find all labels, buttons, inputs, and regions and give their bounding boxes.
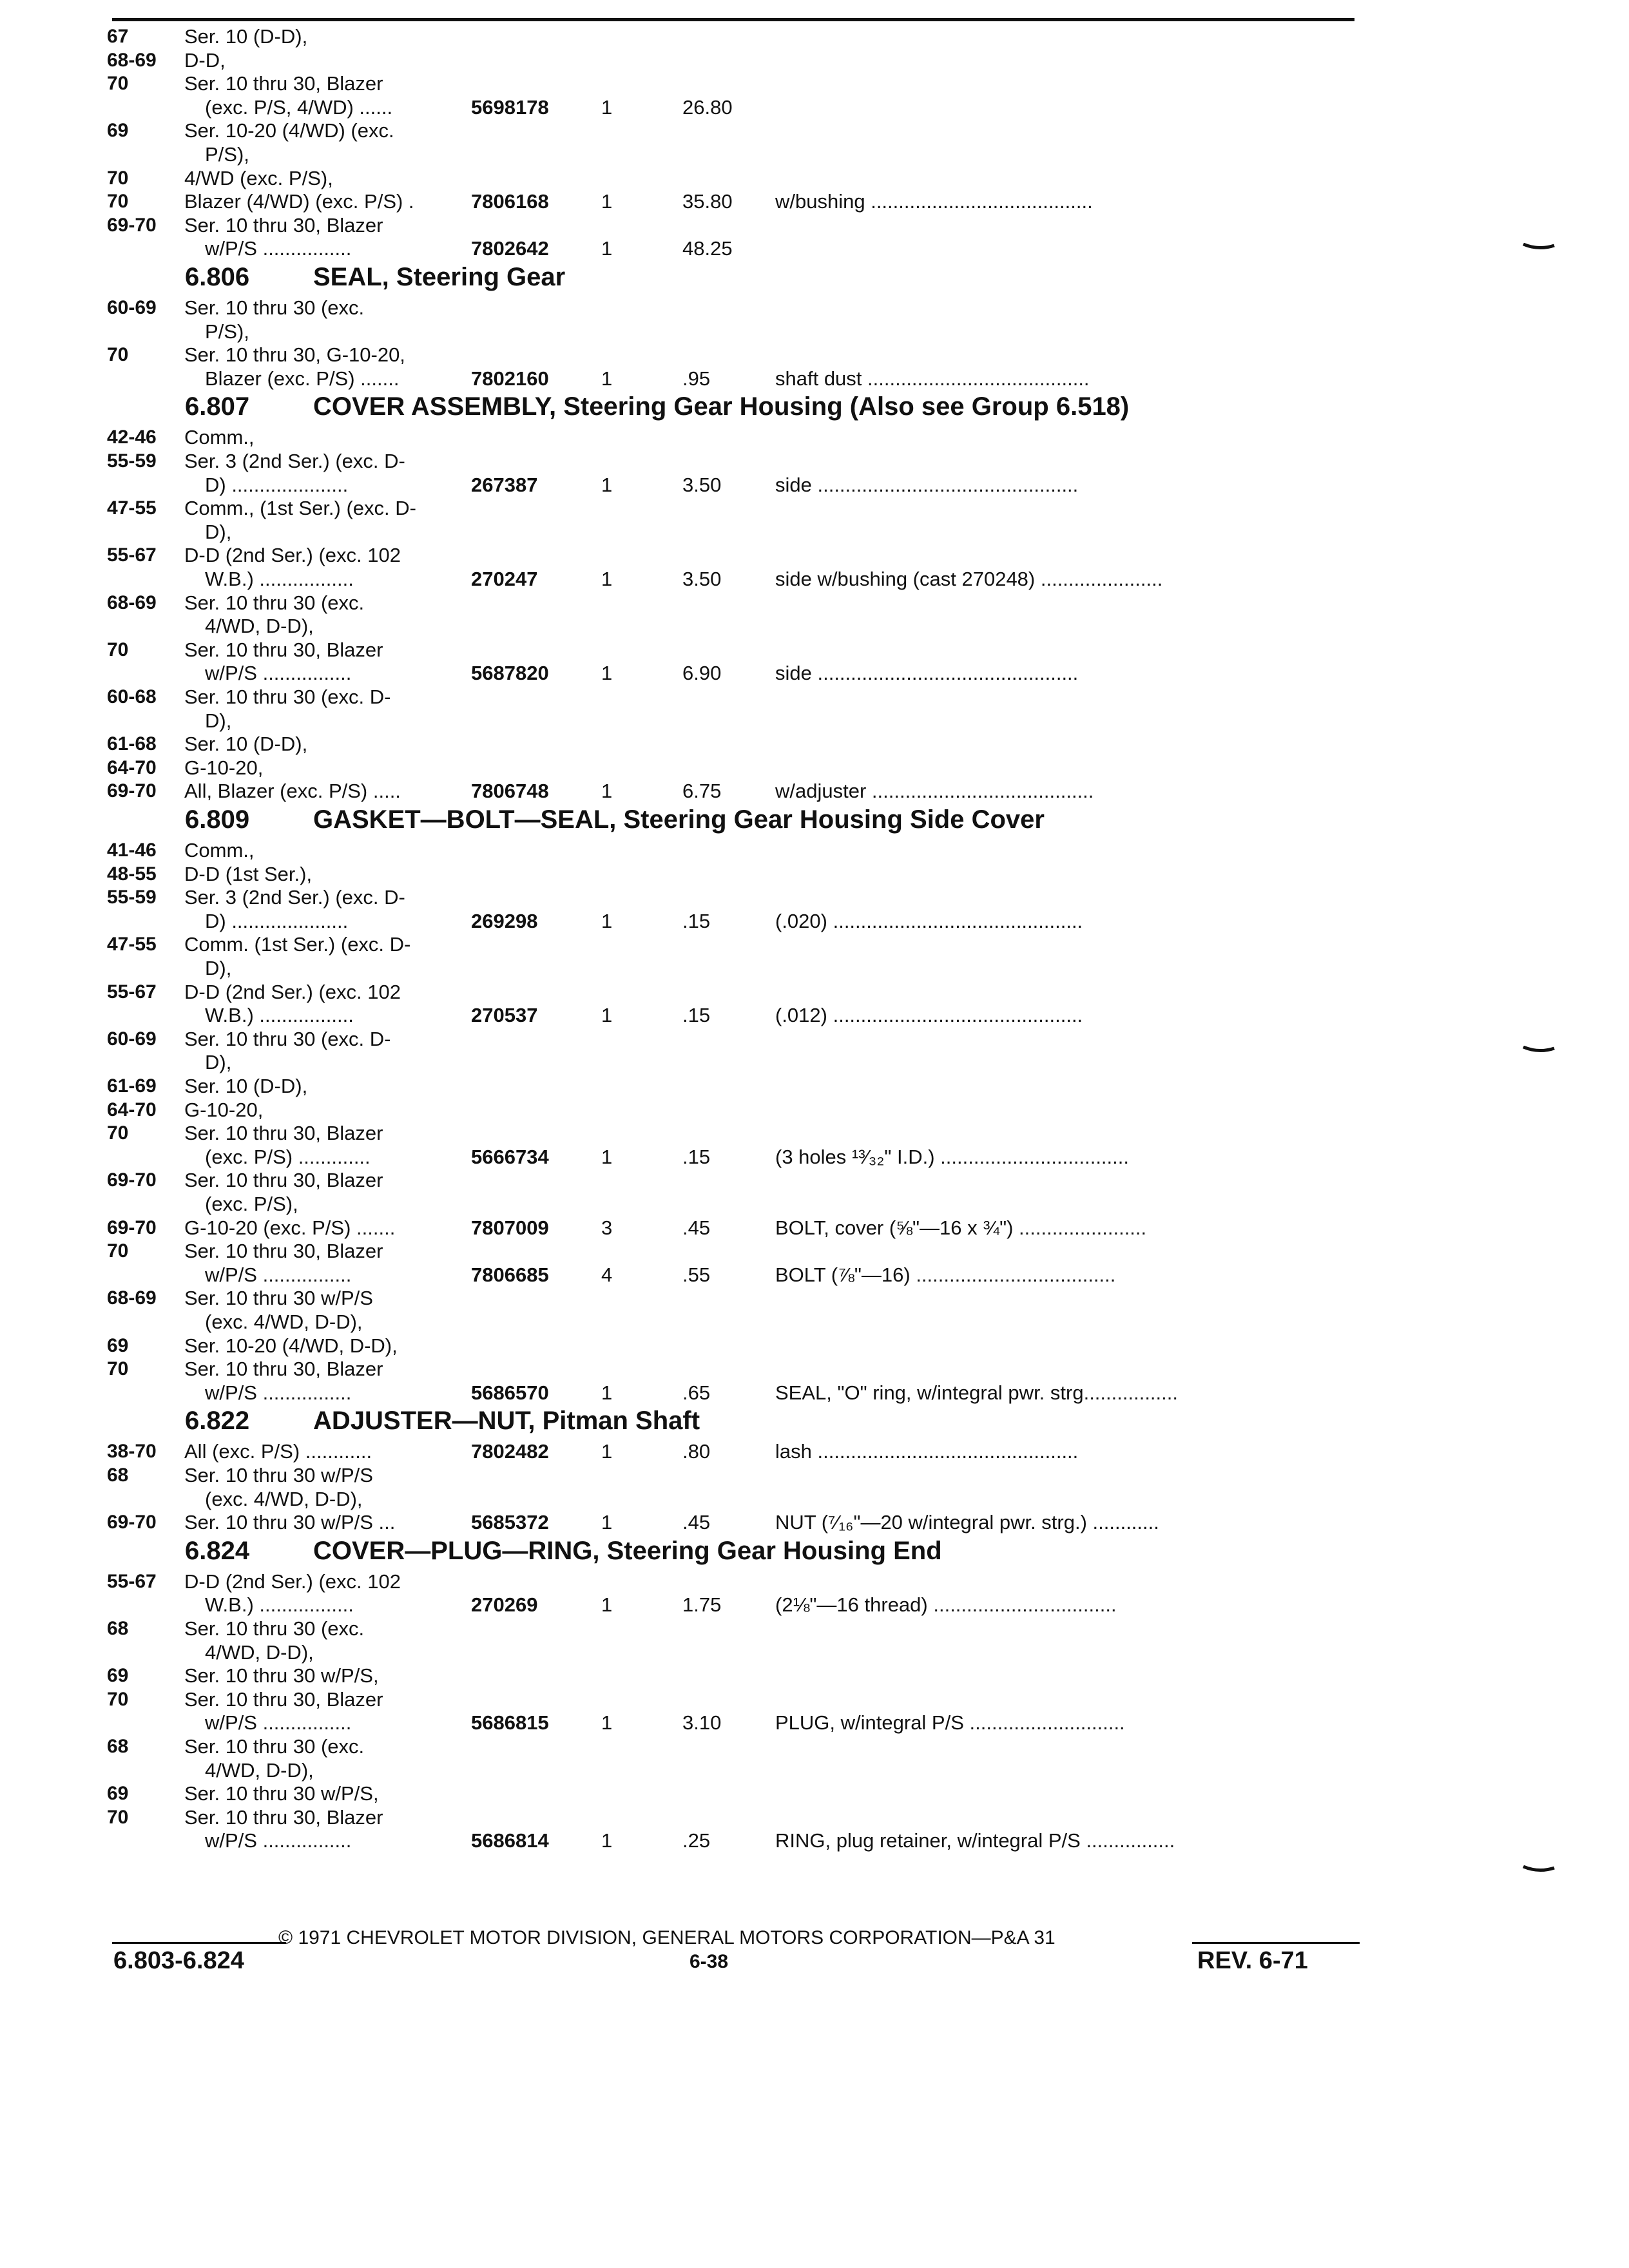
price: .65 bbox=[682, 1381, 711, 1404]
table-row bbox=[0, 1570, 1629, 1594]
model-year: 70 bbox=[107, 1122, 129, 1144]
copyright-line: © 1971 CHEVROLET MOTOR DIVISION, GENERAL MOTORS CORPORATION—P&A 31 bbox=[278, 1927, 1055, 1948]
model-year: 60-69 bbox=[107, 1028, 157, 1050]
model-year: 55-59 bbox=[107, 450, 157, 472]
revision: REV. 6-71 bbox=[1197, 1947, 1308, 1974]
table-row bbox=[0, 1487, 1629, 1512]
application: All (exc. P/S) ............ bbox=[184, 1440, 372, 1463]
table-row bbox=[0, 1439, 1629, 1464]
application: (exc. P/S, 4/WD) ...... bbox=[205, 95, 393, 119]
application: Ser. 10 (D-D), bbox=[184, 1075, 308, 1097]
quantity: 1 bbox=[601, 1829, 613, 1852]
table-row bbox=[0, 885, 1629, 910]
table-row bbox=[0, 236, 1629, 261]
table-row bbox=[0, 1145, 1629, 1169]
quantity: 1 bbox=[601, 473, 613, 496]
application: G-10-20, bbox=[184, 756, 264, 779]
table-row bbox=[0, 343, 1629, 367]
price: 6.75 bbox=[682, 780, 722, 803]
table-row bbox=[0, 779, 1629, 803]
description: w/adjuster ........................................ bbox=[775, 780, 1094, 803]
model-year: 69 bbox=[107, 120, 129, 142]
table-row bbox=[0, 1735, 1629, 1759]
part-number: 270247 bbox=[471, 568, 538, 590]
model-year: 55-59 bbox=[107, 887, 157, 908]
description: PLUG, w/integral P/S ............................ bbox=[775, 1711, 1125, 1735]
model-year: 69-70 bbox=[107, 1512, 157, 1533]
table-row bbox=[0, 1381, 1629, 1405]
part-number: 7802160 bbox=[471, 367, 549, 390]
application: (exc. P/S), bbox=[205, 1193, 298, 1215]
application: Ser. 10 thru 30 (exc. bbox=[184, 591, 365, 614]
price: .15 bbox=[682, 1004, 711, 1027]
table-row bbox=[0, 213, 1629, 238]
table-row bbox=[0, 1664, 1629, 1688]
table-row bbox=[0, 1239, 1629, 1264]
table-row bbox=[0, 95, 1629, 120]
quantity: 1 bbox=[601, 1711, 613, 1735]
application: (exc. 4/WD, D-D), bbox=[205, 1311, 363, 1333]
table-row bbox=[0, 862, 1629, 887]
application: Ser. 10 thru 30 w/P/S bbox=[184, 1287, 373, 1310]
price: .95 bbox=[682, 367, 711, 390]
application: D-D (2nd Ser.) (exc. 102 bbox=[184, 980, 401, 1003]
application: 4/WD, D-D), bbox=[205, 1758, 314, 1782]
application: Ser. 10 thru 30, Blazer bbox=[184, 72, 383, 95]
part-number: 5685372 bbox=[471, 1511, 549, 1534]
model-year: 68 bbox=[107, 1465, 129, 1486]
part-number: 7806748 bbox=[471, 780, 549, 803]
table-row bbox=[0, 1216, 1629, 1240]
table-row bbox=[0, 614, 1629, 639]
section-header bbox=[0, 262, 1629, 293]
group-range: 6.803-6.824 bbox=[113, 1947, 244, 1974]
part-number: 5698178 bbox=[471, 95, 549, 119]
table-row bbox=[0, 591, 1629, 615]
footer-rule-left bbox=[112, 1942, 286, 1944]
model-year: 64-70 bbox=[107, 1099, 157, 1120]
table-row bbox=[0, 1357, 1629, 1381]
quantity: 1 bbox=[601, 1004, 613, 1027]
table-row bbox=[0, 1286, 1629, 1311]
price: 3.50 bbox=[682, 568, 722, 590]
table-row bbox=[0, 1192, 1629, 1216]
table-row bbox=[0, 1168, 1629, 1193]
page-footer bbox=[0, 1925, 1629, 1983]
model-year: 68-69 bbox=[107, 49, 157, 71]
table-row bbox=[0, 1782, 1629, 1806]
application: Ser. 10 thru 30, G-10-20, bbox=[184, 343, 405, 367]
table-row bbox=[0, 1640, 1629, 1665]
section-header bbox=[0, 391, 1629, 422]
table-row bbox=[0, 980, 1629, 1004]
application: Comm., bbox=[184, 426, 255, 449]
model-year: 47-55 bbox=[107, 934, 157, 956]
application: Ser. 3 (2nd Ser.) (exc. D- bbox=[184, 886, 405, 909]
group-number: 6.822 bbox=[185, 1407, 250, 1436]
table-row bbox=[0, 1758, 1629, 1783]
description: (3 holes ¹³⁄₃₂" I.D.) .................................. bbox=[775, 1145, 1129, 1168]
table-row bbox=[0, 1510, 1629, 1535]
application: Blazer (exc. P/S) ....... bbox=[205, 367, 400, 390]
table-row bbox=[0, 1027, 1629, 1052]
part-number: 270269 bbox=[471, 1593, 538, 1617]
price: .55 bbox=[682, 1263, 711, 1286]
table-row bbox=[0, 685, 1629, 709]
model-year: 69-70 bbox=[107, 214, 157, 236]
model-year: 67 bbox=[107, 26, 129, 47]
group-title: GASKET—BOLT—SEAL, Steering Gear Housing Side Cover bbox=[313, 805, 1045, 834]
model-year: 70 bbox=[107, 1358, 129, 1380]
table-row bbox=[0, 567, 1629, 591]
application: w/P/S ................ bbox=[205, 237, 352, 260]
table-row bbox=[0, 1805, 1629, 1830]
table-row bbox=[0, 1593, 1629, 1617]
quantity: 1 bbox=[601, 1511, 613, 1534]
application: w/P/S ................ bbox=[205, 1711, 352, 1735]
model-year: 69 bbox=[107, 1783, 129, 1805]
quantity: 1 bbox=[601, 237, 613, 260]
table-row bbox=[0, 1003, 1629, 1028]
quantity: 1 bbox=[601, 662, 613, 685]
description: w/bushing ........................................ bbox=[775, 190, 1093, 213]
group-title: COVER ASSEMBLY, Steering Gear Housing (Also see Group 6.518) bbox=[313, 392, 1130, 421]
quantity: 3 bbox=[601, 1216, 613, 1239]
description: side w/bushing (cast 270248) ...................... bbox=[775, 568, 1163, 590]
table-row bbox=[0, 1617, 1629, 1641]
application: Comm. (1st Ser.) (exc. D- bbox=[184, 933, 411, 956]
model-year: 69-70 bbox=[107, 780, 157, 802]
model-year: 68-69 bbox=[107, 591, 157, 613]
group-title: SEAL, Steering Gear bbox=[313, 263, 566, 291]
model-year: 61-69 bbox=[107, 1075, 157, 1097]
part-number: 7806685 bbox=[471, 1263, 549, 1286]
model-year: 69-70 bbox=[107, 1216, 157, 1238]
description: BOLT, cover (⅝"—16 x ¾") ....................... bbox=[775, 1216, 1147, 1239]
price: .45 bbox=[682, 1511, 711, 1534]
price: 3.10 bbox=[682, 1711, 722, 1735]
table-row bbox=[0, 1121, 1629, 1146]
application: 4/WD, D-D), bbox=[205, 1640, 314, 1664]
model-year: 42-46 bbox=[107, 427, 157, 448]
part-number: 5687820 bbox=[471, 662, 549, 685]
table-row bbox=[0, 48, 1629, 73]
part-number: 5686814 bbox=[471, 1829, 549, 1852]
group-number: 6.824 bbox=[185, 1536, 250, 1565]
application: Ser. 10 thru 30 w/P/S ... bbox=[184, 1511, 396, 1534]
model-year: 70 bbox=[107, 191, 129, 213]
description: SEAL, "O" ring, w/integral pwr. strg................. bbox=[775, 1381, 1178, 1404]
model-year: 55-67 bbox=[107, 1570, 157, 1592]
application: Ser. 10 thru 30, Blazer bbox=[184, 213, 383, 236]
table-row bbox=[0, 166, 1629, 191]
application: D), bbox=[205, 1051, 232, 1074]
table-row bbox=[0, 520, 1629, 544]
application: Ser. 10 thru 30 (exc. bbox=[184, 1735, 365, 1758]
model-year: 55-67 bbox=[107, 981, 157, 1003]
application: 4/WD, D-D), bbox=[205, 615, 314, 638]
application: Ser. 10 thru 30, Blazer bbox=[184, 638, 383, 661]
model-year: 38-70 bbox=[107, 1441, 157, 1463]
application: D-D (1st Ser.), bbox=[184, 862, 313, 885]
application: Ser. 10 (D-D), bbox=[184, 25, 308, 48]
table-row bbox=[0, 543, 1629, 568]
application: D), bbox=[205, 957, 232, 979]
table-row bbox=[0, 320, 1629, 344]
application: Ser. 10 thru 30, Blazer bbox=[184, 1805, 383, 1829]
part-number: 270537 bbox=[471, 1004, 538, 1027]
application: D), bbox=[205, 520, 232, 543]
application: Ser. 10 thru 30 (exc. bbox=[184, 296, 365, 319]
price: 35.80 bbox=[682, 190, 733, 213]
margin-mark bbox=[1522, 242, 1556, 250]
application: w/P/S ................ bbox=[205, 1829, 352, 1852]
table-row bbox=[0, 756, 1629, 780]
model-year: 70 bbox=[107, 639, 129, 660]
application: W.B.) ................. bbox=[205, 568, 354, 590]
price: .15 bbox=[682, 1145, 711, 1168]
application: Ser. 3 (2nd Ser.) (exc. D- bbox=[184, 450, 405, 472]
quantity: 1 bbox=[601, 190, 613, 213]
model-year: 61-68 bbox=[107, 733, 157, 755]
description: side ............................................... bbox=[775, 473, 1079, 496]
quantity: 1 bbox=[601, 909, 613, 932]
application: (exc. 4/WD, D-D), bbox=[205, 1487, 363, 1510]
price: .80 bbox=[682, 1440, 711, 1463]
model-year: 70 bbox=[107, 1240, 129, 1262]
application: D) ..................... bbox=[205, 473, 349, 496]
part-number: 7807009 bbox=[471, 1216, 549, 1239]
description: (.012) ............................................. bbox=[775, 1004, 1083, 1027]
table-row bbox=[0, 449, 1629, 474]
margin-mark bbox=[1522, 1865, 1556, 1872]
description: (.020) ............................................. bbox=[775, 909, 1083, 932]
application: D-D (2nd Ser.) (exc. 102 bbox=[184, 544, 401, 567]
model-year: 55-67 bbox=[107, 544, 157, 566]
description: NUT (⁷⁄₁₆"—20 w/integral pwr. strg.) ............ bbox=[775, 1511, 1159, 1534]
quantity: 1 bbox=[601, 1440, 613, 1463]
description: side ............................................... bbox=[775, 662, 1079, 685]
application: Ser. 10-20 (4/WD, D-D), bbox=[184, 1334, 398, 1357]
application: Ser. 10-20 (4/WD) (exc. bbox=[184, 119, 394, 142]
model-year: 68 bbox=[107, 1736, 129, 1757]
table-row bbox=[0, 956, 1629, 981]
price: .25 bbox=[682, 1829, 711, 1852]
group-number: 6.806 bbox=[185, 263, 250, 291]
application: D-D (2nd Ser.) (exc. 102 bbox=[184, 1570, 401, 1593]
application: Ser. 10 thru 30 w/P/S, bbox=[184, 1782, 379, 1805]
part-number: 7802482 bbox=[471, 1440, 549, 1463]
application: Comm., bbox=[184, 839, 255, 861]
application: P/S), bbox=[205, 320, 249, 343]
table-row bbox=[0, 296, 1629, 320]
group-title: ADJUSTER—NUT, Pitman Shaft bbox=[313, 1407, 700, 1436]
table-row bbox=[0, 909, 1629, 934]
table-row bbox=[0, 189, 1629, 214]
part-number: 5686815 bbox=[471, 1711, 549, 1735]
section-header bbox=[0, 804, 1629, 835]
part-number: 5666734 bbox=[471, 1145, 549, 1168]
table-row bbox=[0, 661, 1629, 686]
application: Ser. 10 (D-D), bbox=[184, 733, 308, 756]
application: w/P/S ................ bbox=[205, 1381, 352, 1404]
table-row bbox=[0, 496, 1629, 521]
application: P/S), bbox=[205, 143, 249, 166]
table-row bbox=[0, 1711, 1629, 1735]
price: .45 bbox=[682, 1216, 711, 1239]
price: 48.25 bbox=[682, 237, 733, 260]
application: Comm., (1st Ser.) (exc. D- bbox=[184, 497, 416, 520]
application: Ser. 10 thru 30, Blazer bbox=[184, 1169, 383, 1192]
application: 4/WD (exc. P/S), bbox=[184, 166, 333, 189]
group-number: 6.809 bbox=[185, 805, 250, 834]
quantity: 1 bbox=[601, 367, 613, 390]
application: All, Blazer (exc. P/S) ..... bbox=[184, 780, 401, 803]
price: 1.75 bbox=[682, 1593, 722, 1617]
description: RING, plug retainer, w/integral P/S ................ bbox=[775, 1829, 1175, 1852]
application: Ser. 10 thru 30, Blazer bbox=[184, 1687, 383, 1711]
quantity: 1 bbox=[601, 780, 613, 803]
part-number: 7802642 bbox=[471, 237, 549, 260]
quantity: 1 bbox=[601, 1381, 613, 1404]
model-year: 47-55 bbox=[107, 497, 157, 519]
table-row bbox=[0, 1334, 1629, 1358]
page-number: 6-38 bbox=[689, 1951, 729, 1972]
table-row bbox=[0, 367, 1629, 391]
table-row bbox=[0, 932, 1629, 957]
footer-rule-right bbox=[1192, 1942, 1360, 1944]
model-year: 60-69 bbox=[107, 297, 157, 318]
quantity: 4 bbox=[601, 1263, 613, 1286]
description: lash ............................................... bbox=[775, 1440, 1079, 1463]
table-row bbox=[0, 1263, 1629, 1287]
model-year: 70 bbox=[107, 1688, 129, 1710]
table-row bbox=[0, 72, 1629, 96]
model-year: 70 bbox=[107, 1806, 129, 1828]
part-number: 7806168 bbox=[471, 190, 549, 213]
model-year: 70 bbox=[107, 167, 129, 189]
part-number: 269298 bbox=[471, 909, 538, 932]
group-number: 6.807 bbox=[185, 392, 250, 421]
model-year: 69-70 bbox=[107, 1169, 157, 1191]
part-number: 267387 bbox=[471, 473, 538, 496]
table-row bbox=[0, 1463, 1629, 1488]
model-year: 68 bbox=[107, 1618, 129, 1639]
application: D), bbox=[205, 709, 232, 732]
application: Ser. 10 thru 30 (exc. D- bbox=[184, 1027, 391, 1050]
application: Ser. 10 thru 30 w/P/S bbox=[184, 1464, 373, 1486]
quantity: 1 bbox=[601, 568, 613, 590]
application: W.B.) ................. bbox=[205, 1593, 354, 1617]
application: w/P/S ................ bbox=[205, 1263, 352, 1286]
table-row bbox=[0, 425, 1629, 450]
application: G-10-20, bbox=[184, 1098, 264, 1121]
table-row bbox=[0, 142, 1629, 167]
model-year: 68-69 bbox=[107, 1287, 157, 1309]
section-header bbox=[0, 1405, 1629, 1436]
quantity: 1 bbox=[601, 95, 613, 119]
section-header bbox=[0, 1535, 1629, 1566]
application: W.B.) ................. bbox=[205, 1004, 354, 1027]
table-row bbox=[0, 119, 1629, 143]
table-row bbox=[0, 709, 1629, 733]
price: 3.50 bbox=[682, 473, 722, 496]
table-row bbox=[0, 1687, 1629, 1712]
table-row bbox=[0, 1098, 1629, 1122]
group-title: COVER—PLUG—RING, Steering Gear Housing End bbox=[313, 1536, 942, 1565]
application: G-10-20 (exc. P/S) ....... bbox=[184, 1216, 396, 1239]
model-year: 70 bbox=[107, 344, 129, 366]
application: Ser. 10 thru 30 (exc. D- bbox=[184, 686, 391, 708]
application: Ser. 10 thru 30 (exc. bbox=[184, 1617, 365, 1640]
part-number: 5686570 bbox=[471, 1381, 549, 1404]
table-row bbox=[0, 838, 1629, 863]
quantity: 1 bbox=[601, 1145, 613, 1168]
price: .15 bbox=[682, 909, 711, 932]
model-year: 69 bbox=[107, 1334, 129, 1356]
table-row bbox=[0, 473, 1629, 497]
model-year: 64-70 bbox=[107, 756, 157, 778]
application: D-D, bbox=[184, 48, 226, 72]
quantity: 1 bbox=[601, 1593, 613, 1617]
application: D) ..................... bbox=[205, 909, 349, 932]
model-year: 69 bbox=[107, 1665, 129, 1687]
model-year: 48-55 bbox=[107, 863, 157, 885]
application: Ser. 10 thru 30, Blazer bbox=[184, 1358, 383, 1381]
application: w/P/S ................ bbox=[205, 662, 352, 685]
application: Ser. 10 thru 30, Blazer bbox=[184, 1240, 383, 1263]
description: (2⅛"—16 thread) ................................. bbox=[775, 1593, 1117, 1617]
application: (exc. P/S) ............. bbox=[205, 1145, 371, 1168]
price: 6.90 bbox=[682, 662, 722, 685]
model-year: 70 bbox=[107, 73, 129, 95]
table-row bbox=[0, 24, 1629, 49]
table-row bbox=[0, 638, 1629, 662]
model-year: 60-68 bbox=[107, 686, 157, 707]
application: Ser. 10 thru 30, Blazer bbox=[184, 1122, 383, 1145]
application: Blazer (4/WD) (exc. P/S) . bbox=[184, 190, 414, 213]
model-year: 41-46 bbox=[107, 840, 157, 861]
table-row bbox=[0, 1310, 1629, 1334]
margin-mark bbox=[1522, 1045, 1556, 1053]
table-row bbox=[0, 1829, 1629, 1853]
table-row bbox=[0, 732, 1629, 756]
application: Ser. 10 thru 30 w/P/S, bbox=[184, 1664, 379, 1687]
description: shaft dust ........................................ bbox=[775, 367, 1090, 390]
description: BOLT (⅞"—16) .................................... bbox=[775, 1263, 1116, 1286]
price: 26.80 bbox=[682, 95, 733, 119]
table-row bbox=[0, 1074, 1629, 1099]
table-row bbox=[0, 1050, 1629, 1075]
